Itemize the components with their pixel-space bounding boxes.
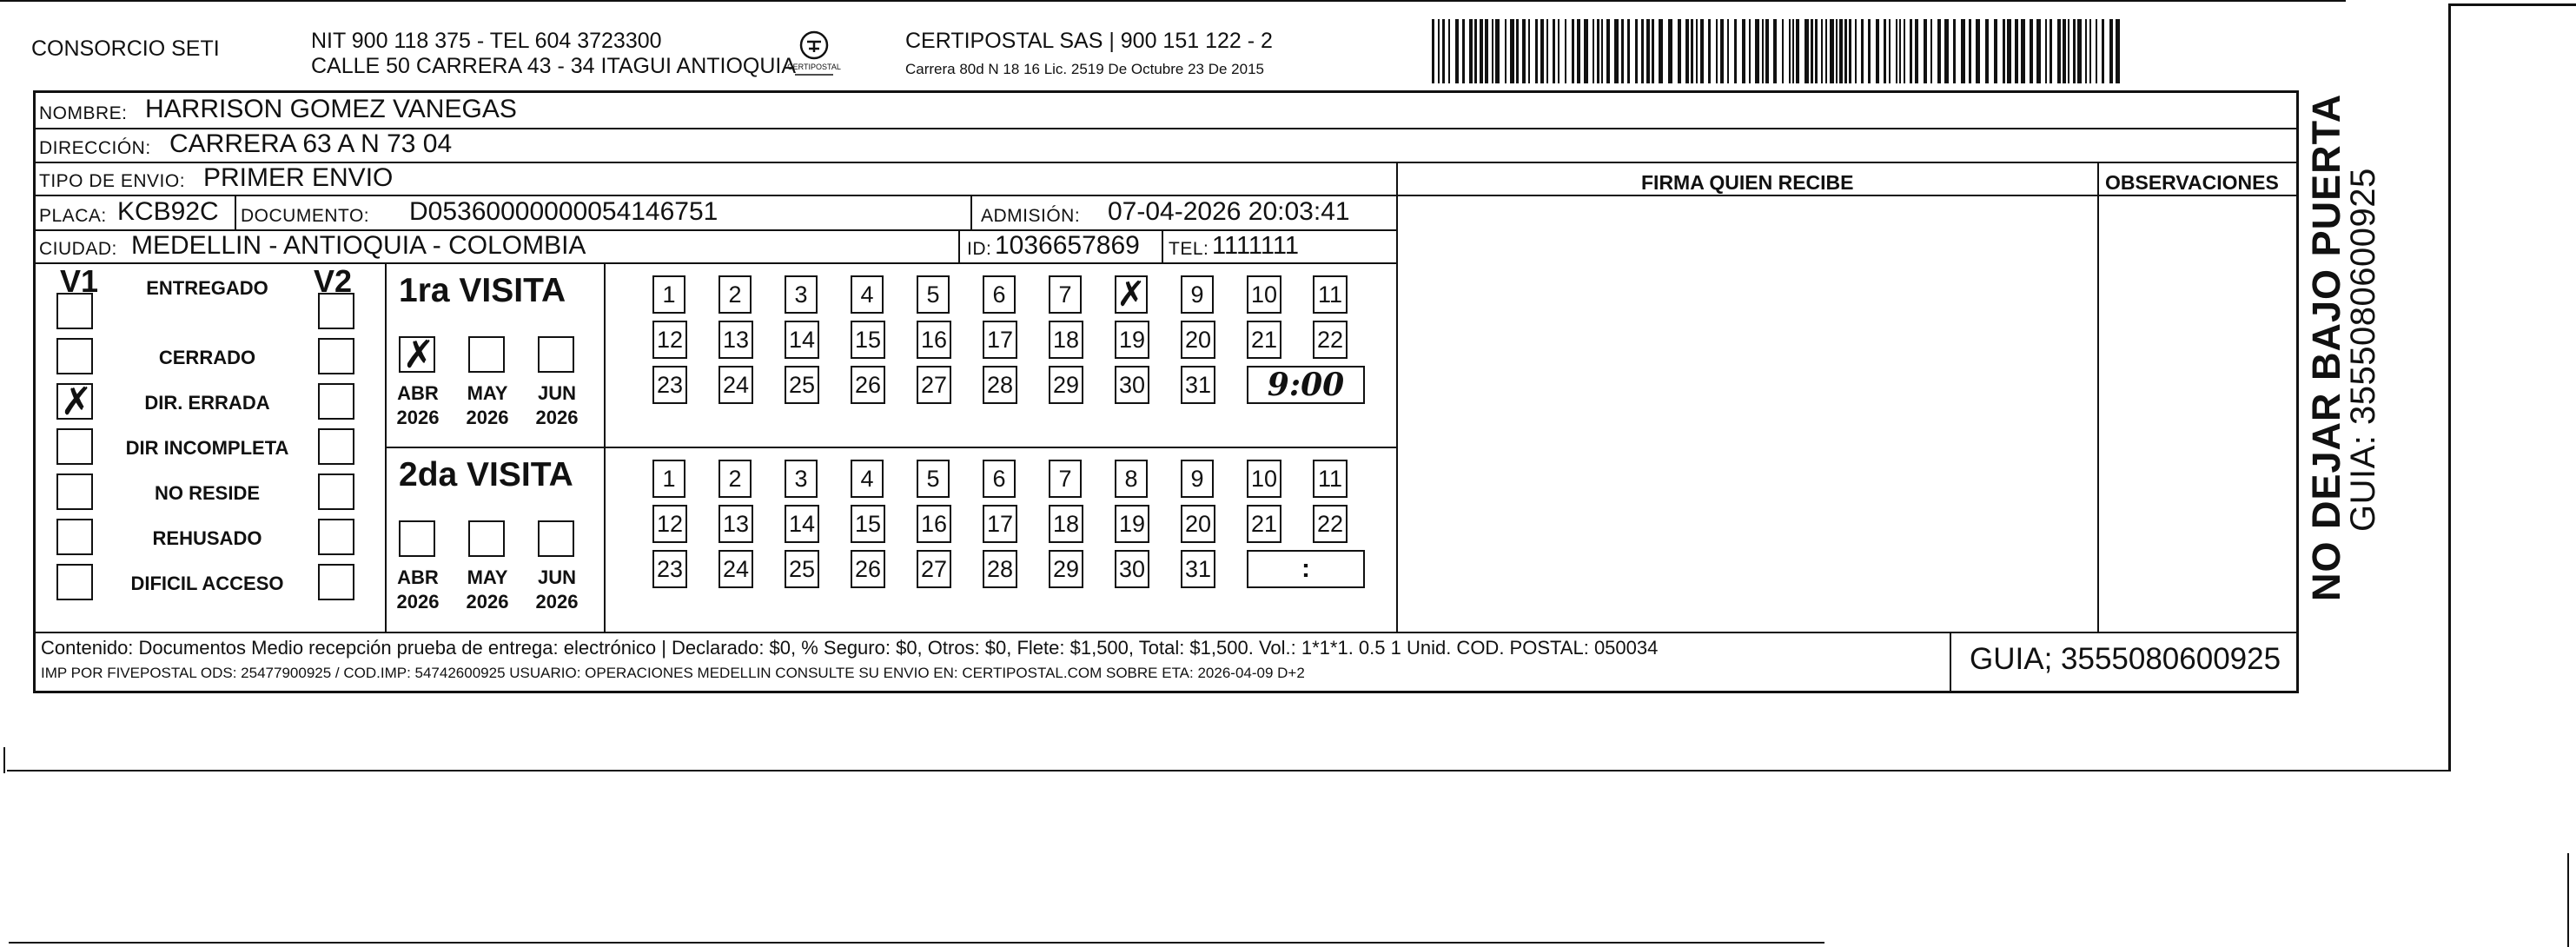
day-box: 2 — [718, 460, 752, 498]
id-value: 1036657869 — [995, 231, 1140, 260]
carrier-line: CERTIPOSTAL SAS | 900 151 122 - 2 — [905, 29, 1273, 53]
barcode-bar — [1495, 19, 1500, 83]
recipient-address: CARRERA 63 A N 73 04 — [169, 129, 453, 158]
barcode-bar — [1627, 19, 1630, 83]
tel-value: 1111111 — [1212, 232, 1299, 260]
barcode-bar — [1749, 19, 1751, 83]
barcode-bar — [1700, 19, 1704, 83]
barcode-bar — [1789, 19, 1791, 83]
month-year: 2026 — [466, 407, 509, 428]
v2-checkbox — [318, 474, 354, 510]
day-box: 21 — [1247, 505, 1281, 543]
barcode-bar — [1614, 19, 1619, 83]
barcode-bar — [1601, 19, 1603, 83]
right-cut-line — [2448, 3, 2451, 772]
document-value: D05360000000054146751 — [409, 197, 718, 226]
barcode-bar — [1505, 19, 1507, 83]
barcode-bar — [2109, 19, 2113, 83]
month-year: 2026 — [396, 407, 440, 428]
day-box: 22 — [1313, 321, 1348, 359]
barcode-bar — [2030, 19, 2033, 83]
day-box: 4 — [851, 275, 884, 314]
v1-checkbox — [56, 564, 93, 600]
day-box: 23 — [652, 550, 687, 588]
barcode-bar — [1884, 19, 1886, 83]
barcode-bar — [1961, 19, 1965, 83]
day-box: 28 — [983, 550, 1017, 588]
barcode-bar — [2085, 19, 2087, 83]
barcode-bar — [1904, 19, 1905, 83]
v2-header: V2 — [314, 263, 353, 299]
status-label: ENTREGADO — [146, 277, 268, 299]
barcode-bar — [1727, 19, 1729, 83]
barcode-bar — [1930, 19, 1932, 83]
day-box: 17 — [983, 505, 1017, 543]
day-box: 14 — [785, 505, 819, 543]
barcode-bar — [1792, 19, 1794, 83]
barcode-bar — [1442, 19, 1445, 83]
day-box: 31 — [1181, 366, 1215, 404]
right-top-line — [2448, 3, 2576, 6]
recipient-name: HARRISON GOMEZ VANEGAS — [145, 95, 517, 123]
day-box: 7 — [1049, 275, 1082, 314]
barcode-bar — [2007, 19, 2011, 83]
month-label: MAY — [467, 566, 508, 588]
barcode-bar — [1876, 19, 1879, 83]
barcode-bar — [1469, 19, 1473, 83]
day-box: 22 — [1313, 505, 1348, 543]
barcode-bar — [1455, 19, 1459, 83]
v1-checkbox — [56, 428, 93, 465]
barcode — [1432, 19, 2125, 83]
barcode-bar — [1572, 19, 1574, 83]
month-check-mark: ✗ — [402, 333, 435, 377]
barcode-bar — [1976, 19, 1980, 83]
barcode-bar — [1492, 19, 1493, 83]
barcode-bar — [2021, 19, 2025, 83]
barcode-bar — [1868, 19, 1871, 83]
month-year: 2026 — [396, 591, 440, 613]
admission-label: ADMISIÓN: — [981, 206, 1081, 226]
barcode-bar — [1755, 19, 1759, 83]
day-box: 5 — [917, 460, 950, 498]
day-box: 9 — [1181, 460, 1214, 498]
day-box: 29 — [1049, 366, 1083, 404]
visit2-title: 2da VISITA — [399, 456, 573, 493]
certipostal-logo-icon — [786, 26, 842, 80]
barcode-bar — [1606, 19, 1610, 83]
day-box: 10 — [1247, 460, 1281, 498]
barcode-bar — [1641, 19, 1644, 83]
barcode-bar — [1652, 19, 1654, 83]
day-box: 7 — [1049, 460, 1082, 498]
barcode-bar — [1861, 19, 1864, 83]
barcode-bar — [1796, 19, 1799, 83]
day-box: 24 — [718, 366, 753, 404]
day-box: 25 — [785, 366, 819, 404]
barcode-bar — [1899, 19, 1901, 83]
v1-checkbox — [56, 380, 93, 424]
barcode-bar — [1540, 19, 1544, 83]
month-checkbox — [538, 336, 574, 373]
barcode-bar — [1720, 19, 1724, 83]
barcode-bar — [1815, 19, 1818, 83]
barcode-bar — [2068, 19, 2069, 83]
status-label: CERRADO — [158, 347, 256, 368]
barcode-bar — [1584, 19, 1588, 83]
barcode-bar — [2073, 19, 2076, 83]
month-label: JUN — [537, 382, 576, 404]
barcode-bar — [1528, 19, 1530, 83]
day-box: 28 — [983, 366, 1017, 404]
document-label: DOCUMENTO: — [241, 206, 370, 226]
id-label: ID: — [967, 239, 992, 259]
month-checkbox — [468, 336, 505, 373]
barcode-bar — [1994, 19, 1997, 83]
v1-checkbox — [56, 474, 93, 510]
barcode-bar — [1685, 19, 1689, 83]
barcode-bar — [1438, 19, 1440, 83]
address-label: DIRECCIÓN: — [39, 138, 151, 158]
barcode-bar — [1565, 19, 1566, 83]
barcode-bar — [1577, 19, 1580, 83]
nit-line: NIT 900 118 375 - TEL 604 3723300 — [311, 29, 662, 53]
day-check-mark: ✗ — [1116, 275, 1146, 315]
footer-content-line: Contenido: Documentos Medio recepción prueba de entrega: electrónico | Declarado: $0, % Seguro: $0, Otros: $0, Flete: $1,500, Total: $1,500. Vol.: 1*1*1. 0.5 1 Unid. COD. POSTAL: 050034 — [41, 637, 1659, 659]
time-box: 9:00 — [1247, 366, 1365, 404]
barcode-bar — [1485, 19, 1488, 83]
barcode-bar — [1593, 19, 1594, 83]
type-label: TIPO DE ENVIO: — [39, 171, 186, 191]
barcode-bar — [1558, 19, 1560, 83]
month-year: 2026 — [535, 407, 579, 428]
barcode-bar — [1811, 19, 1813, 83]
barcode-bar — [1773, 19, 1777, 83]
admission-value: 07-04-2026 20:03:41 — [1108, 197, 1350, 226]
day-box: 4 — [851, 460, 884, 498]
barcode-bar — [1830, 19, 1834, 83]
signature-header: FIRMA QUIEN RECIBE — [1641, 171, 1854, 194]
name-label: NOMBRE: — [39, 103, 128, 123]
v1-check-mark: ✗ — [60, 380, 93, 424]
barcode-bar — [1462, 19, 1465, 83]
barcode-bar — [1553, 19, 1555, 83]
license-line: Carrera 80d N 18 16 Lic. 2519 De Octubre 23 De 2015 — [905, 61, 1264, 77]
barcode-bar — [1635, 19, 1638, 83]
barcode-bar — [1844, 19, 1847, 83]
day-box — [1115, 275, 1148, 314]
v2-checkbox — [318, 383, 354, 420]
status-label: DIR INCOMPLETA — [125, 437, 289, 459]
city-label: CIUDAD: — [39, 239, 117, 259]
company-name: CONSORCIO SETI — [31, 36, 220, 61]
barcode-bar — [1944, 19, 1949, 83]
day-box: 20 — [1181, 505, 1215, 543]
footer-guia: GUIA; 3555080600925 — [1970, 642, 2281, 676]
day-box: 29 — [1049, 550, 1083, 588]
day-box: 27 — [917, 550, 951, 588]
barcode-bar — [2116, 19, 2120, 83]
barcode-bar — [1646, 19, 1650, 83]
status-label: DIR. ERRADA — [144, 392, 270, 414]
day-box: 11 — [1313, 275, 1348, 314]
barcode-bar — [2057, 19, 2061, 83]
day-box: 13 — [718, 321, 753, 359]
day-box: 15 — [851, 321, 885, 359]
shipment-type: PRIMER ENVIO — [203, 163, 394, 192]
day-box: 18 — [1049, 505, 1083, 543]
barcode-bar — [1659, 19, 1663, 83]
day-box: 6 — [983, 460, 1016, 498]
barcode-bar — [2045, 19, 2047, 83]
barcode-bar — [2003, 19, 2005, 83]
day-box: 8 — [1115, 460, 1148, 498]
day-box: 14 — [785, 321, 819, 359]
barcode-bar — [2077, 19, 2082, 83]
barcode-bar — [1821, 19, 1823, 83]
day-box: 31 — [1181, 550, 1215, 588]
observations-header: OBSERVACIONES — [2105, 171, 2279, 194]
bottom-cut-line — [7, 770, 2451, 772]
barcode-bar — [1765, 19, 1769, 83]
day-box: 30 — [1115, 550, 1149, 588]
month-checkbox — [399, 333, 435, 377]
barcode-bar — [2063, 19, 2066, 83]
barcode-bar — [1839, 19, 1843, 83]
status-label: NO RESIDE — [154, 482, 261, 504]
day-box: 16 — [917, 321, 951, 359]
day-box: 13 — [718, 505, 753, 543]
barcode-bar — [1510, 19, 1514, 83]
delivery-form — [33, 90, 2299, 693]
day-box: 1 — [652, 460, 685, 498]
footer-print-line: IMP POR FIVEPOSTAL ODS: 25477900925 / COD.IMP: 54742600925 USUARIO: OPERACIONES MEDELLIN CONSULTE SU ENVIO EN: CERTIPOSTAL.COM SOBRE ETA: 2026-04-09 D+2 — [41, 665, 1305, 681]
barcode-bar — [1910, 19, 1912, 83]
barcode-bar — [1432, 19, 1434, 83]
v2-checkbox — [318, 564, 354, 600]
barcode-bar — [1734, 19, 1737, 83]
barcode-bar — [2036, 19, 2041, 83]
month-label: ABR — [397, 382, 439, 404]
day-box: 16 — [917, 505, 951, 543]
day-box: 15 — [851, 505, 885, 543]
barcode-bar — [1805, 19, 1809, 83]
barcode-bar — [1762, 19, 1764, 83]
v1-header: V1 — [60, 263, 99, 299]
day-box: 20 — [1181, 321, 1215, 359]
month-checkbox — [538, 520, 574, 557]
barcode-bar — [2015, 19, 2018, 83]
visit1-title: 1ra VISITA — [399, 272, 566, 309]
month-label: MAY — [467, 382, 508, 404]
barcode-bar — [1668, 19, 1672, 83]
month-checkbox — [399, 520, 435, 557]
left-cut-tick — [3, 747, 5, 773]
svg-text:CERTIPOSTAL: CERTIPOSTAL — [787, 63, 841, 71]
day-box: 30 — [1115, 366, 1149, 404]
day-box: 23 — [652, 366, 687, 404]
month-label: JUN — [537, 566, 576, 588]
day-box: 18 — [1049, 321, 1083, 359]
day-box: 3 — [785, 275, 818, 314]
plate-label: PLACA: — [39, 206, 107, 226]
day-box: 9 — [1181, 275, 1214, 314]
barcode-bar — [2096, 19, 2097, 83]
day-box: 3 — [785, 460, 818, 498]
day-box: 19 — [1115, 505, 1149, 543]
v2-checkbox — [318, 338, 354, 374]
barcode-bar — [1480, 19, 1483, 83]
barcode-bar — [1937, 19, 1941, 83]
barcode-bar — [1915, 19, 1918, 83]
top-edge — [0, 0, 2346, 2]
barcode-bar — [1516, 19, 1519, 83]
month-label: ABR — [397, 566, 439, 588]
plate-value: KCB92C — [117, 197, 219, 226]
barcode-bar — [1896, 19, 1897, 83]
status-label: DIFICIL ACCESO — [130, 573, 284, 594]
barcode-bar — [1836, 19, 1838, 83]
month-checkbox — [468, 520, 505, 557]
month-year: 2026 — [535, 591, 579, 613]
day-box: 2 — [718, 275, 752, 314]
barcode-bar — [2102, 19, 2104, 83]
day-box: 19 — [1115, 321, 1149, 359]
time-box: : — [1247, 550, 1365, 588]
barcode-bar — [1678, 19, 1681, 83]
day-box: 17 — [983, 321, 1017, 359]
day-box: 5 — [917, 275, 950, 314]
day-box: 11 — [1313, 460, 1348, 498]
barcode-bar — [2089, 19, 2091, 83]
barcode-bar — [1448, 19, 1450, 83]
bottom-right-tick — [2567, 853, 2569, 947]
barcode-bar — [1855, 19, 1857, 83]
side-guia: GUIA: 3555080600925 — [2344, 168, 2382, 532]
barcode-bar — [1546, 19, 1548, 83]
barcode-bar — [1621, 19, 1624, 83]
barcode-bar — [1924, 19, 1927, 83]
day-box: 27 — [917, 366, 951, 404]
city-value: MEDELLIN - ANTIOQUIA - COLOMBIA — [131, 231, 586, 260]
day-box: 12 — [652, 321, 687, 359]
barcode-bar — [1782, 19, 1784, 83]
v1-checkbox — [56, 338, 93, 374]
barcode-bar — [1474, 19, 1477, 83]
barcode-bar — [1889, 19, 1891, 83]
address-line: CALLE 50 CARRERA 43 - 34 ITAGUI ANTIOQUIA — [311, 54, 797, 78]
v2-checkbox — [318, 519, 354, 555]
no-dejar-bajo-puerta: NO DEJAR BAJO PUERTA — [2304, 93, 2348, 601]
day-box: 26 — [851, 550, 885, 588]
barcode-bar — [1708, 19, 1711, 83]
status-label: REHUSADO — [152, 527, 262, 549]
barcode-bar — [1716, 19, 1718, 83]
day-box: 25 — [785, 550, 819, 588]
day-box: 6 — [983, 275, 1016, 314]
barcode-bar — [2050, 19, 2052, 83]
barcode-bar — [1953, 19, 1956, 83]
day-box: 24 — [718, 550, 753, 588]
barcode-bar — [1849, 19, 1851, 83]
barcode-bar — [1969, 19, 1971, 83]
tel-label: TEL: — [1169, 239, 1209, 259]
barcode-bar — [1985, 19, 1989, 83]
barcode-bar — [1522, 19, 1526, 83]
v2-checkbox — [318, 428, 354, 465]
barcode-bar — [1742, 19, 1745, 83]
v2-checkbox — [318, 293, 354, 329]
barcode-bar — [1825, 19, 1827, 83]
month-year: 2026 — [466, 591, 509, 613]
v1-checkbox — [56, 293, 93, 329]
day-box: 1 — [652, 275, 685, 314]
barcode-bar — [1696, 19, 1698, 83]
barcode-bar — [1691, 19, 1693, 83]
day-box: 21 — [1247, 321, 1281, 359]
barcode-bar — [1597, 19, 1599, 83]
bottom-edge-line — [9, 942, 1824, 944]
v1-checkbox — [56, 519, 93, 555]
day-box: 26 — [851, 366, 885, 404]
day-box: 10 — [1247, 275, 1281, 314]
barcode-bar — [1535, 19, 1538, 83]
day-box: 12 — [652, 505, 687, 543]
